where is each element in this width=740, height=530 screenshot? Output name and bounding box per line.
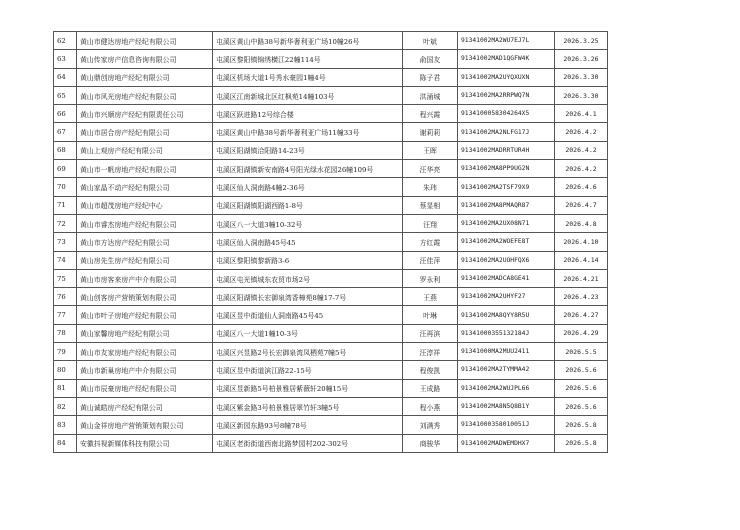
row-number: 68 — [54, 141, 77, 159]
row-number: 71 — [54, 196, 77, 214]
row-number: 63 — [54, 50, 77, 68]
table-row — [54, 233, 608, 251]
row-number: 65 — [54, 86, 77, 104]
row-number: 83 — [54, 416, 77, 434]
record-date: 2026.4.14 — [555, 251, 608, 269]
company-address: 屯溪区屯光镇城东农贸市场2号 — [213, 269, 403, 287]
table-row — [54, 178, 608, 196]
record-date: 2026.4.2 — [555, 160, 608, 178]
credit-code: 91341002MA2UHYF27 — [458, 288, 555, 306]
responsible-person: 蔡显相 — [403, 196, 458, 214]
table-row — [54, 361, 608, 379]
credit-code: 913410005830426​4X5 — [458, 105, 555, 123]
company-address: 屯溪区仙人洞南路45号45 — [213, 233, 403, 251]
company-name: 安徽抖视新媒体科技有限公司 — [77, 434, 213, 452]
company-name: 黄山金祥房地产营销策划有限公司 — [77, 416, 213, 434]
credit-code: 91341002MA2RRPWQ7N — [458, 86, 555, 104]
record-date: 2026.5.6 — [555, 379, 608, 397]
company-name: 黄山上观房产经纪有限公司 — [77, 141, 213, 159]
table-row — [54, 32, 608, 50]
responsible-person: 程俊凯 — [403, 361, 458, 379]
credit-code: 91341002MA2TYMMA42 — [458, 361, 555, 379]
record-date: 2026.3.25 — [555, 32, 608, 50]
table-row — [54, 288, 608, 306]
row-number: 76 — [54, 288, 77, 306]
company-address: 屯溪区黄山中路38号新华奢利亚广场11幢33号 — [213, 123, 403, 141]
table-row — [54, 397, 608, 415]
row-number: 73 — [54, 233, 77, 251]
table-row — [54, 324, 608, 342]
record-date: 2026.4.6 — [555, 178, 608, 196]
record-date: 2026.3.26 — [555, 50, 608, 68]
company-address: 屯溪区新园东路93号8幢78号 — [213, 416, 403, 434]
company-address: 屯溪区阳湖镇新安南路4号阳光绿水花园26幢109号 — [213, 160, 403, 178]
record-date: 2026.4.23 — [555, 288, 608, 306]
record-date: 2026.3.30 — [555, 86, 608, 104]
record-date: 2026.4.21 — [555, 269, 608, 287]
record-date: 2026.4.29 — [555, 324, 608, 342]
row-number: 62 — [54, 32, 77, 50]
record-date: 2026.3.30 — [555, 68, 608, 86]
table-row — [54, 269, 608, 287]
row-number: 84 — [54, 434, 77, 452]
table-row — [54, 123, 608, 141]
row-number: 69 — [54, 160, 77, 178]
table-row — [54, 343, 608, 361]
responsible-person: 汪翔 — [403, 214, 458, 232]
company-address: 屯溪区江南新城北区红枫苑14幢103号 — [213, 86, 403, 104]
responsible-person: 商骏华 — [403, 434, 458, 452]
row-number: 74 — [54, 251, 77, 269]
responsible-person: 叶琳 — [403, 306, 458, 324]
credit-code: 91341000MA2MUU2411 — [458, 343, 555, 361]
company-address: 屯溪区机场大道1号秀水豪园1幢4号 — [213, 68, 403, 86]
company-name: 黄山市兴顺房产经纪有限责任公司 — [77, 105, 213, 123]
company-address: 屯溪区阳湖镇阳湖西路1-8号 — [213, 196, 403, 214]
credit-code: 91341002MAD1QGFW4K — [458, 50, 555, 68]
table-row — [54, 141, 608, 159]
table-row — [54, 416, 608, 434]
responsible-person: 汪华亮 — [403, 160, 458, 178]
company-name: 黄山市房客来房产中介有限公司 — [77, 269, 213, 287]
responsible-person: 方红霞 — [403, 233, 458, 251]
table-row — [54, 214, 608, 232]
company-address: 屯溪区昱中街道仙人洞南路45号45 — [213, 306, 403, 324]
table-row — [54, 251, 608, 269]
credit-code: 91341002MADRRTUR4H — [458, 141, 555, 159]
credit-code: 913410003580100​51J — [458, 416, 555, 434]
registry-table-body — [54, 32, 608, 453]
credit-code: 91341002MA2UX08N71 — [458, 214, 555, 232]
record-date: 2026.4.7 — [555, 196, 608, 214]
credit-code: 91341002MA8PMAQR87 — [458, 196, 555, 214]
responsible-person: 陈子君 — [403, 68, 458, 86]
company-name: 黄山传家房产信息咨询有限公司 — [77, 50, 213, 68]
row-number: 75 — [54, 269, 77, 287]
table-row — [54, 105, 608, 123]
company-name: 黄山家馨房地产经纪有限公司 — [77, 324, 213, 342]
company-name: 黄山市一帆房地产经纪有限公司 — [77, 160, 213, 178]
responsible-person: 王晖 — [403, 141, 458, 159]
company-name: 黄山创客房产营销策划有限公司 — [77, 288, 213, 306]
credit-code: 91341002MA8PP9UG2N — [458, 160, 555, 178]
company-name: 黄山市友家房地产经纪有限公司 — [77, 343, 213, 361]
company-address: 屯溪区阳湖镇洽阳路14-23号 — [213, 141, 403, 159]
company-name: 黄山市叶子房地产经纪有限公司 — [77, 306, 213, 324]
record-date: 2026.4.2 — [555, 141, 608, 159]
responsible-person: 刘满秀 — [403, 416, 458, 434]
row-number: 78 — [54, 324, 77, 342]
record-date: 2026.5.6 — [555, 361, 608, 379]
record-date: 2026.5.5 — [555, 343, 608, 361]
row-number: 67 — [54, 123, 77, 141]
credit-code: 91341002MA2WOEFE8T — [458, 233, 555, 251]
record-date: 2026.4.8 — [555, 214, 608, 232]
company-address: 屯溪区黎阳镇锦绣横江22幢114号 — [213, 50, 403, 68]
credit-code: 91341002MADCA8GE41 — [458, 269, 555, 287]
responsible-person: 汪再滨 — [403, 324, 458, 342]
company-address: 屯溪区黄山中路38号新华奢利亚广场10幢26号 — [213, 32, 403, 50]
record-date: 2026.5.6 — [555, 397, 608, 415]
row-number: 82 — [54, 397, 77, 415]
table-row — [54, 86, 608, 104]
record-date: 2026.4.27 — [555, 306, 608, 324]
company-name: 黄山市睿杰房地产经纪有限公司 — [77, 214, 213, 232]
responsible-person: 程兴霞 — [403, 105, 458, 123]
responsible-person: 王燕 — [403, 288, 458, 306]
responsible-person: 王成路 — [403, 379, 458, 397]
record-date: 2026.5.8 — [555, 416, 608, 434]
company-address: 屯溪区八一大道1幢10-3号 — [213, 324, 403, 342]
company-name: 黄山市风光房地产经纪有限公司 — [77, 86, 213, 104]
company-address: 屯溪区黎阳镇黎新路3-6 — [213, 251, 403, 269]
company-name: 黄山市居合房产经纪有限公司 — [77, 123, 213, 141]
responsible-person: 汪佳萍 — [403, 251, 458, 269]
responsible-person: 汪淳祥 — [403, 343, 458, 361]
row-number: 77 — [54, 306, 77, 324]
credit-code: 91341002MA2WUJPL66 — [458, 379, 555, 397]
row-number: 79 — [54, 343, 77, 361]
row-number: 64 — [54, 68, 77, 86]
responsible-person: 程小燕 — [403, 397, 458, 415]
record-date: 2026.4.1 — [555, 105, 608, 123]
company-address: 屯溪区八一大道3幢10-32号 — [213, 214, 403, 232]
table-row — [54, 68, 608, 86]
credit-code: 913410003551321​84J — [458, 324, 555, 342]
company-address: 屯溪区阳湖镇长宏御泉湾香樟苑8幢17-7号 — [213, 288, 403, 306]
credit-code: 91341002MA2UYQXUXN — [458, 68, 555, 86]
credit-code: 91341002MA8N5Q8B1Y — [458, 397, 555, 415]
table-row — [54, 434, 608, 452]
company-name: 黄山市辰豪房地产经纪有限公司 — [77, 379, 213, 397]
table-row — [54, 379, 608, 397]
row-number: 81 — [54, 379, 77, 397]
row-number: 72 — [54, 214, 77, 232]
company-name: 黄山鼎创房地产经纪有限公司 — [77, 68, 213, 86]
company-address: 屯溪区仙人洞南路4幢2-36号 — [213, 178, 403, 196]
registry-table — [53, 31, 608, 453]
company-address: 屯溪区紫金路3号柏景雅居翠竹轩3幢5号 — [213, 397, 403, 415]
company-address: 屯溪区老街街道西南北路梦园村202-302号 — [213, 434, 403, 452]
record-date: 2026.4.10 — [555, 233, 608, 251]
row-number: 66 — [54, 105, 77, 123]
responsible-person: 叶斌 — [403, 32, 458, 50]
responsible-person: 俞国友 — [403, 50, 458, 68]
company-address: 屯溪区昱中街道滨江路22-15号 — [213, 361, 403, 379]
table-row — [54, 306, 608, 324]
table-row — [54, 50, 608, 68]
company-name: 黄山市超茂房地产经纪中心 — [77, 196, 213, 214]
company-name: 黄山市方达房产经纪有限公司 — [77, 233, 213, 251]
company-name: 黄山房先生房产经纪有限公司 — [77, 251, 213, 269]
row-number: 80 — [54, 361, 77, 379]
company-address: 屯溪区跃进路12号综合楼 — [213, 105, 403, 123]
table-row — [54, 196, 608, 214]
company-name: 黄山市健达房地产经纪有限公司 — [77, 32, 213, 50]
company-name: 黄山市新巢房地产中介有限公司 — [77, 361, 213, 379]
row-number: 70 — [54, 178, 77, 196]
credit-code: 91341002MADWEMDH​X7 — [458, 434, 555, 452]
record-date: 2026.5.8 — [555, 434, 608, 452]
company-name: 黄山诚皓房产经纪有限公司 — [77, 397, 213, 415]
credit-code: 91341002MA2NLFG17J — [458, 123, 555, 141]
record-date: 2026.4.2 — [555, 123, 608, 141]
company-address: 屯溪区兴昱路2号长宏御泉湾凤栖苑7幢5号 — [213, 343, 403, 361]
company-address: 屯溪区昱新路5号柏景雅居紫薇轩20幢15号 — [213, 379, 403, 397]
credit-code: 91341002MA2UOHFQX6 — [458, 251, 555, 269]
responsible-person: 洪涌城 — [403, 86, 458, 104]
credit-code: 91341002MA8QYY8R5U — [458, 306, 555, 324]
company-name: 黄山家晶不动产经纪有限公司 — [77, 178, 213, 196]
responsible-person: 朱玮 — [403, 178, 458, 196]
credit-code: 91341002MA2WU7EJ7L — [458, 32, 555, 50]
credit-code: 91341002MA2TSF79X9 — [458, 178, 555, 196]
responsible-person: 罗永利 — [403, 269, 458, 287]
responsible-person: 谢莉莉 — [403, 123, 458, 141]
table-row — [54, 160, 608, 178]
